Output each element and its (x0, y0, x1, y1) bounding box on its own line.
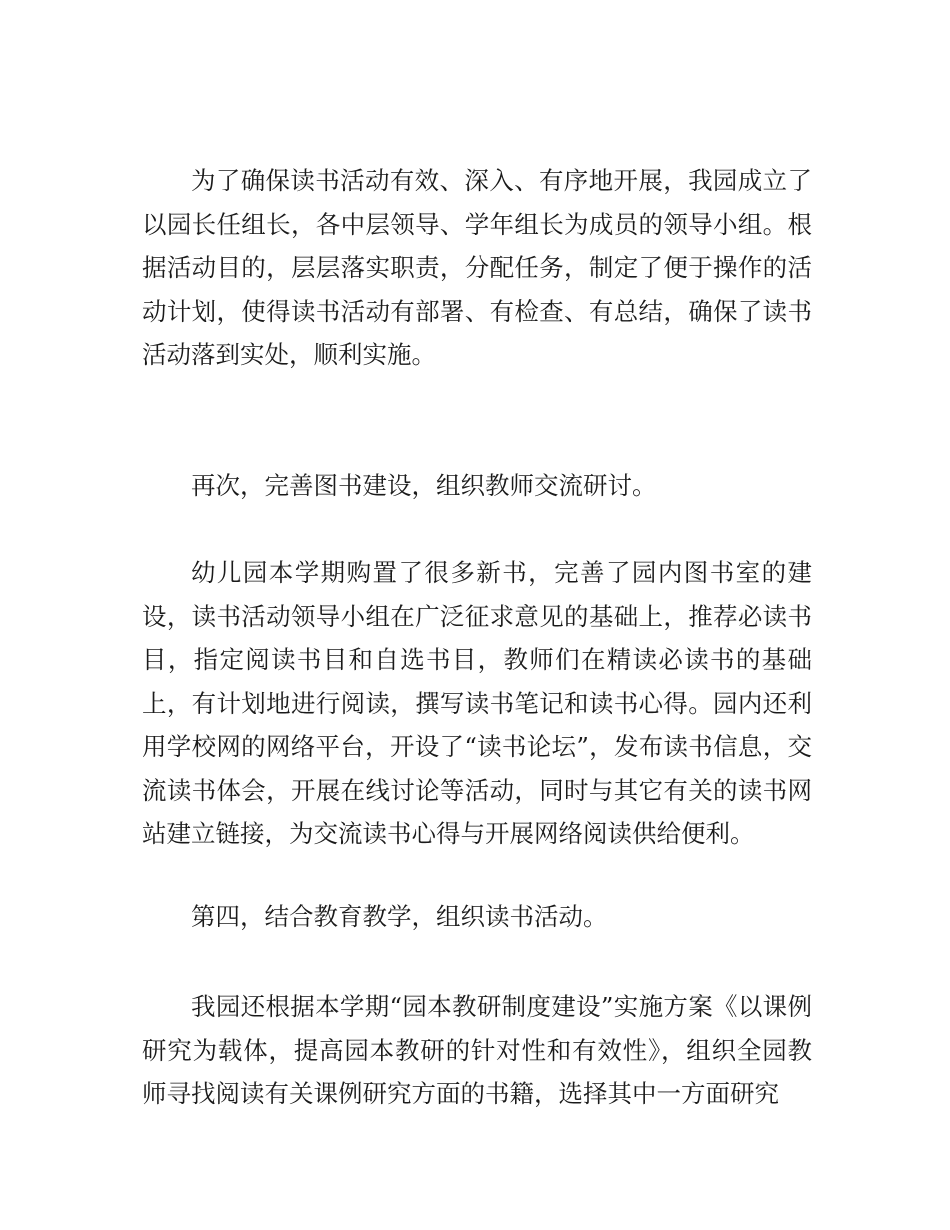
section-heading-teaching-activities: 第四，结合教育教学，组织读书活动。 (191, 902, 608, 931)
section-heading-library-building: 再次，完善图书建设，组织教师交流研讨。 (191, 471, 657, 500)
paragraph-reading-organization: 为了确保读书活动有效、深入、有序地开展，我园成立了以园长任组长，各中层领导、学年组长为成员的领导小组。根据活动目的，层层落实职责，分配任务，制定了便于操作的活动计划，使得读书活动有部署、有检查、有总结，确保了读书活动落到实处，顺利实施。 (142, 166, 812, 369)
paragraph-case-study-research: 我园还根据本学期“园本教研制度建设”实施方案《以课例研究为载体，提高园本教研的针对性和有效性》，组织全园教师寻找阅读有关课例研究方面的书籍，选择其中一方面研究 (142, 992, 812, 1108)
paragraph-library-building: 幼儿园本学期购置了很多新书，完善了园内图书室的建设，读书活动领导小组在广泛征求意见的基础上，推荐必读书目，指定阅读书目和自选书目，教师们在精读必读书的基础上，有计划地进行阅读，撰写读书笔记和读书心得。园内还利用学校网的网络平台，开设了“读书论坛”，发布读书信息，交流读书体会，开展在线讨论等活动，同时与其它有关的读书网站建立链接，为交流读书心得与开展网络阅读供给便利。 (142, 558, 812, 848)
